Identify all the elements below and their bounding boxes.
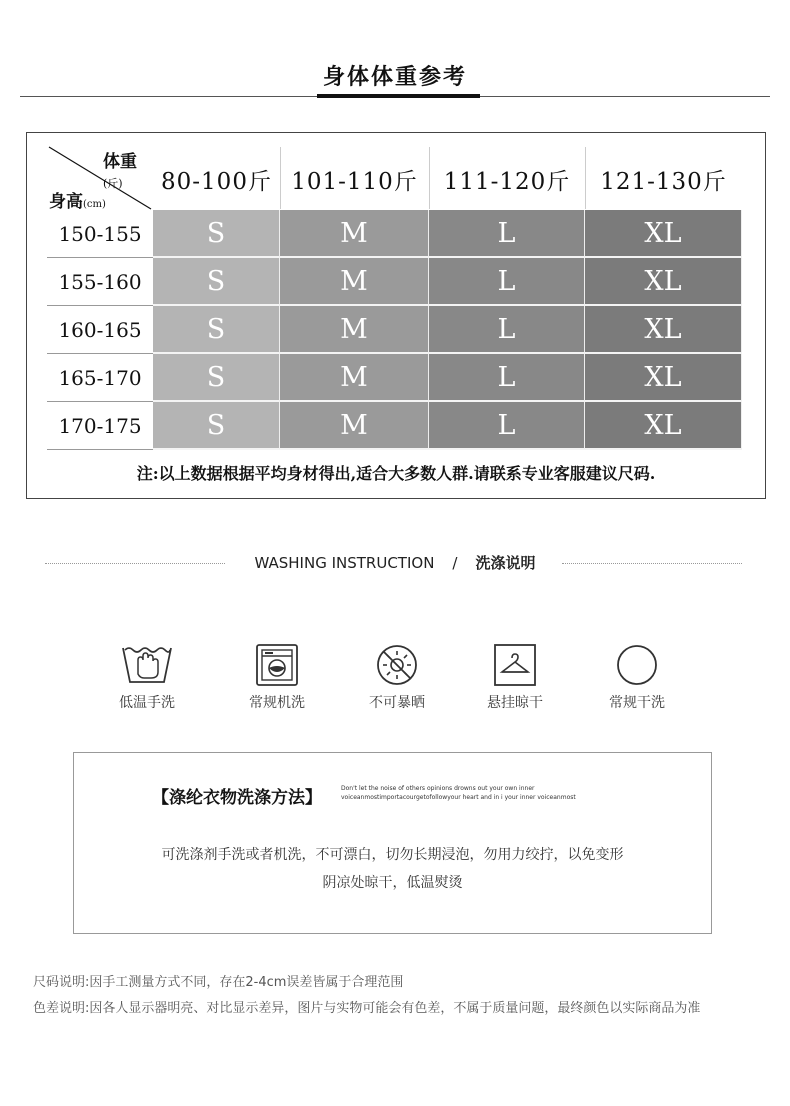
table-corner-header <box>47 145 153 211</box>
hand-wash-icon <box>120 644 174 686</box>
method-title: 【涤纶衣物洗涤方法】 <box>152 788 322 808</box>
height-row-label: 155-160 <box>47 258 153 306</box>
washing-title-separator: / <box>452 554 458 572</box>
care-item-hand-wash <box>87 644 207 712</box>
size-cell: XL <box>585 210 742 258</box>
care-label: 低温手洗 <box>119 695 175 711</box>
dry-clean-icon <box>615 644 659 686</box>
size-table <box>26 132 766 499</box>
title-underline <box>317 94 480 98</box>
care-label: 悬挂晾干 <box>487 695 543 711</box>
size-cell: XL <box>585 354 742 402</box>
size-cell: L <box>429 402 585 450</box>
machine-wash-icon <box>255 644 299 686</box>
size-cell: XL <box>585 306 742 354</box>
size-cell: M <box>280 258 429 306</box>
method-body-line: 可洗涤剂手洗或者机洗，不可漂白，切勿长期浸泡，勿用力绞拧，以免变形 <box>161 847 624 863</box>
weight-column-header: 80-100斤 <box>161 169 272 195</box>
care-label: 常规机洗 <box>249 695 305 711</box>
size-cell: S <box>153 402 280 450</box>
color-explanation: 色差说明:因各人显示器明亮、对比显示差异，图片与实物可能会有色差，不属于质量问题，最终颜色以实际商品为准 <box>33 1001 701 1016</box>
page-title: 身体体重参考 <box>322 65 467 90</box>
size-cell: XL <box>585 258 742 306</box>
care-label: 常规干洗 <box>609 695 665 711</box>
method-body-line: 阴凉处晾干，低温熨烫 <box>322 875 463 891</box>
height-row-label: 150-155 <box>47 210 153 258</box>
method-english-line: voiceanmostimportacourgetofollowyour heart and in i your inner voiceanmost <box>341 794 576 801</box>
care-item-no-sun <box>337 644 457 712</box>
weight-column-header: 111-120斤 <box>443 169 571 195</box>
height-row-label: 170-175 <box>47 402 153 450</box>
method-english-line: Don't let the noise of others opinions drowns out your own inner <box>341 785 535 792</box>
size-explanation: 尺码说明:因手工测量方式不同，存在2-4cm误差皆属于合理范围 <box>33 975 404 990</box>
size-cell: L <box>429 258 585 306</box>
washing-title <box>0 552 790 573</box>
washing-header <box>0 552 790 574</box>
care-icons <box>0 644 790 724</box>
washing-title-en: WASHING INSTRUCTION <box>254 554 435 572</box>
size-cell: L <box>429 354 585 402</box>
weight-header: 体重(斤) <box>103 152 137 190</box>
size-cell: S <box>153 258 280 306</box>
size-cell: S <box>153 210 280 258</box>
no-sun-icon <box>375 644 419 686</box>
weight-column-header: 121-130斤 <box>600 169 727 195</box>
size-cell: S <box>153 306 280 354</box>
care-item-machine-wash <box>217 644 337 712</box>
hang-dry-icon <box>493 644 537 686</box>
care-item-dry-clean <box>577 644 697 712</box>
size-cell: L <box>429 210 585 258</box>
size-cell: M <box>280 210 429 258</box>
size-note: 注:以上数据根据平均身材得出,适合大多数人群.请联系专业客服建议尺码. <box>136 464 656 483</box>
washing-title-cn: 洗涤说明 <box>475 554 536 572</box>
weight-column-header: 101-110斤 <box>291 169 418 195</box>
height-row-label: 160-165 <box>47 306 153 354</box>
care-label: 不可暴晒 <box>369 695 425 711</box>
washing-method-box <box>73 752 712 934</box>
size-cell: M <box>280 402 429 450</box>
height-header: 身高(cm) <box>49 192 106 212</box>
size-cell: M <box>280 306 429 354</box>
size-cell: S <box>153 354 280 402</box>
size-cell: M <box>280 354 429 402</box>
care-item-hang-dry <box>455 644 575 712</box>
size-cell: L <box>429 306 585 354</box>
height-row-label: 165-170 <box>47 354 153 402</box>
method-english-text <box>341 784 661 802</box>
size-cell: XL <box>585 402 742 450</box>
title-section <box>0 58 790 98</box>
